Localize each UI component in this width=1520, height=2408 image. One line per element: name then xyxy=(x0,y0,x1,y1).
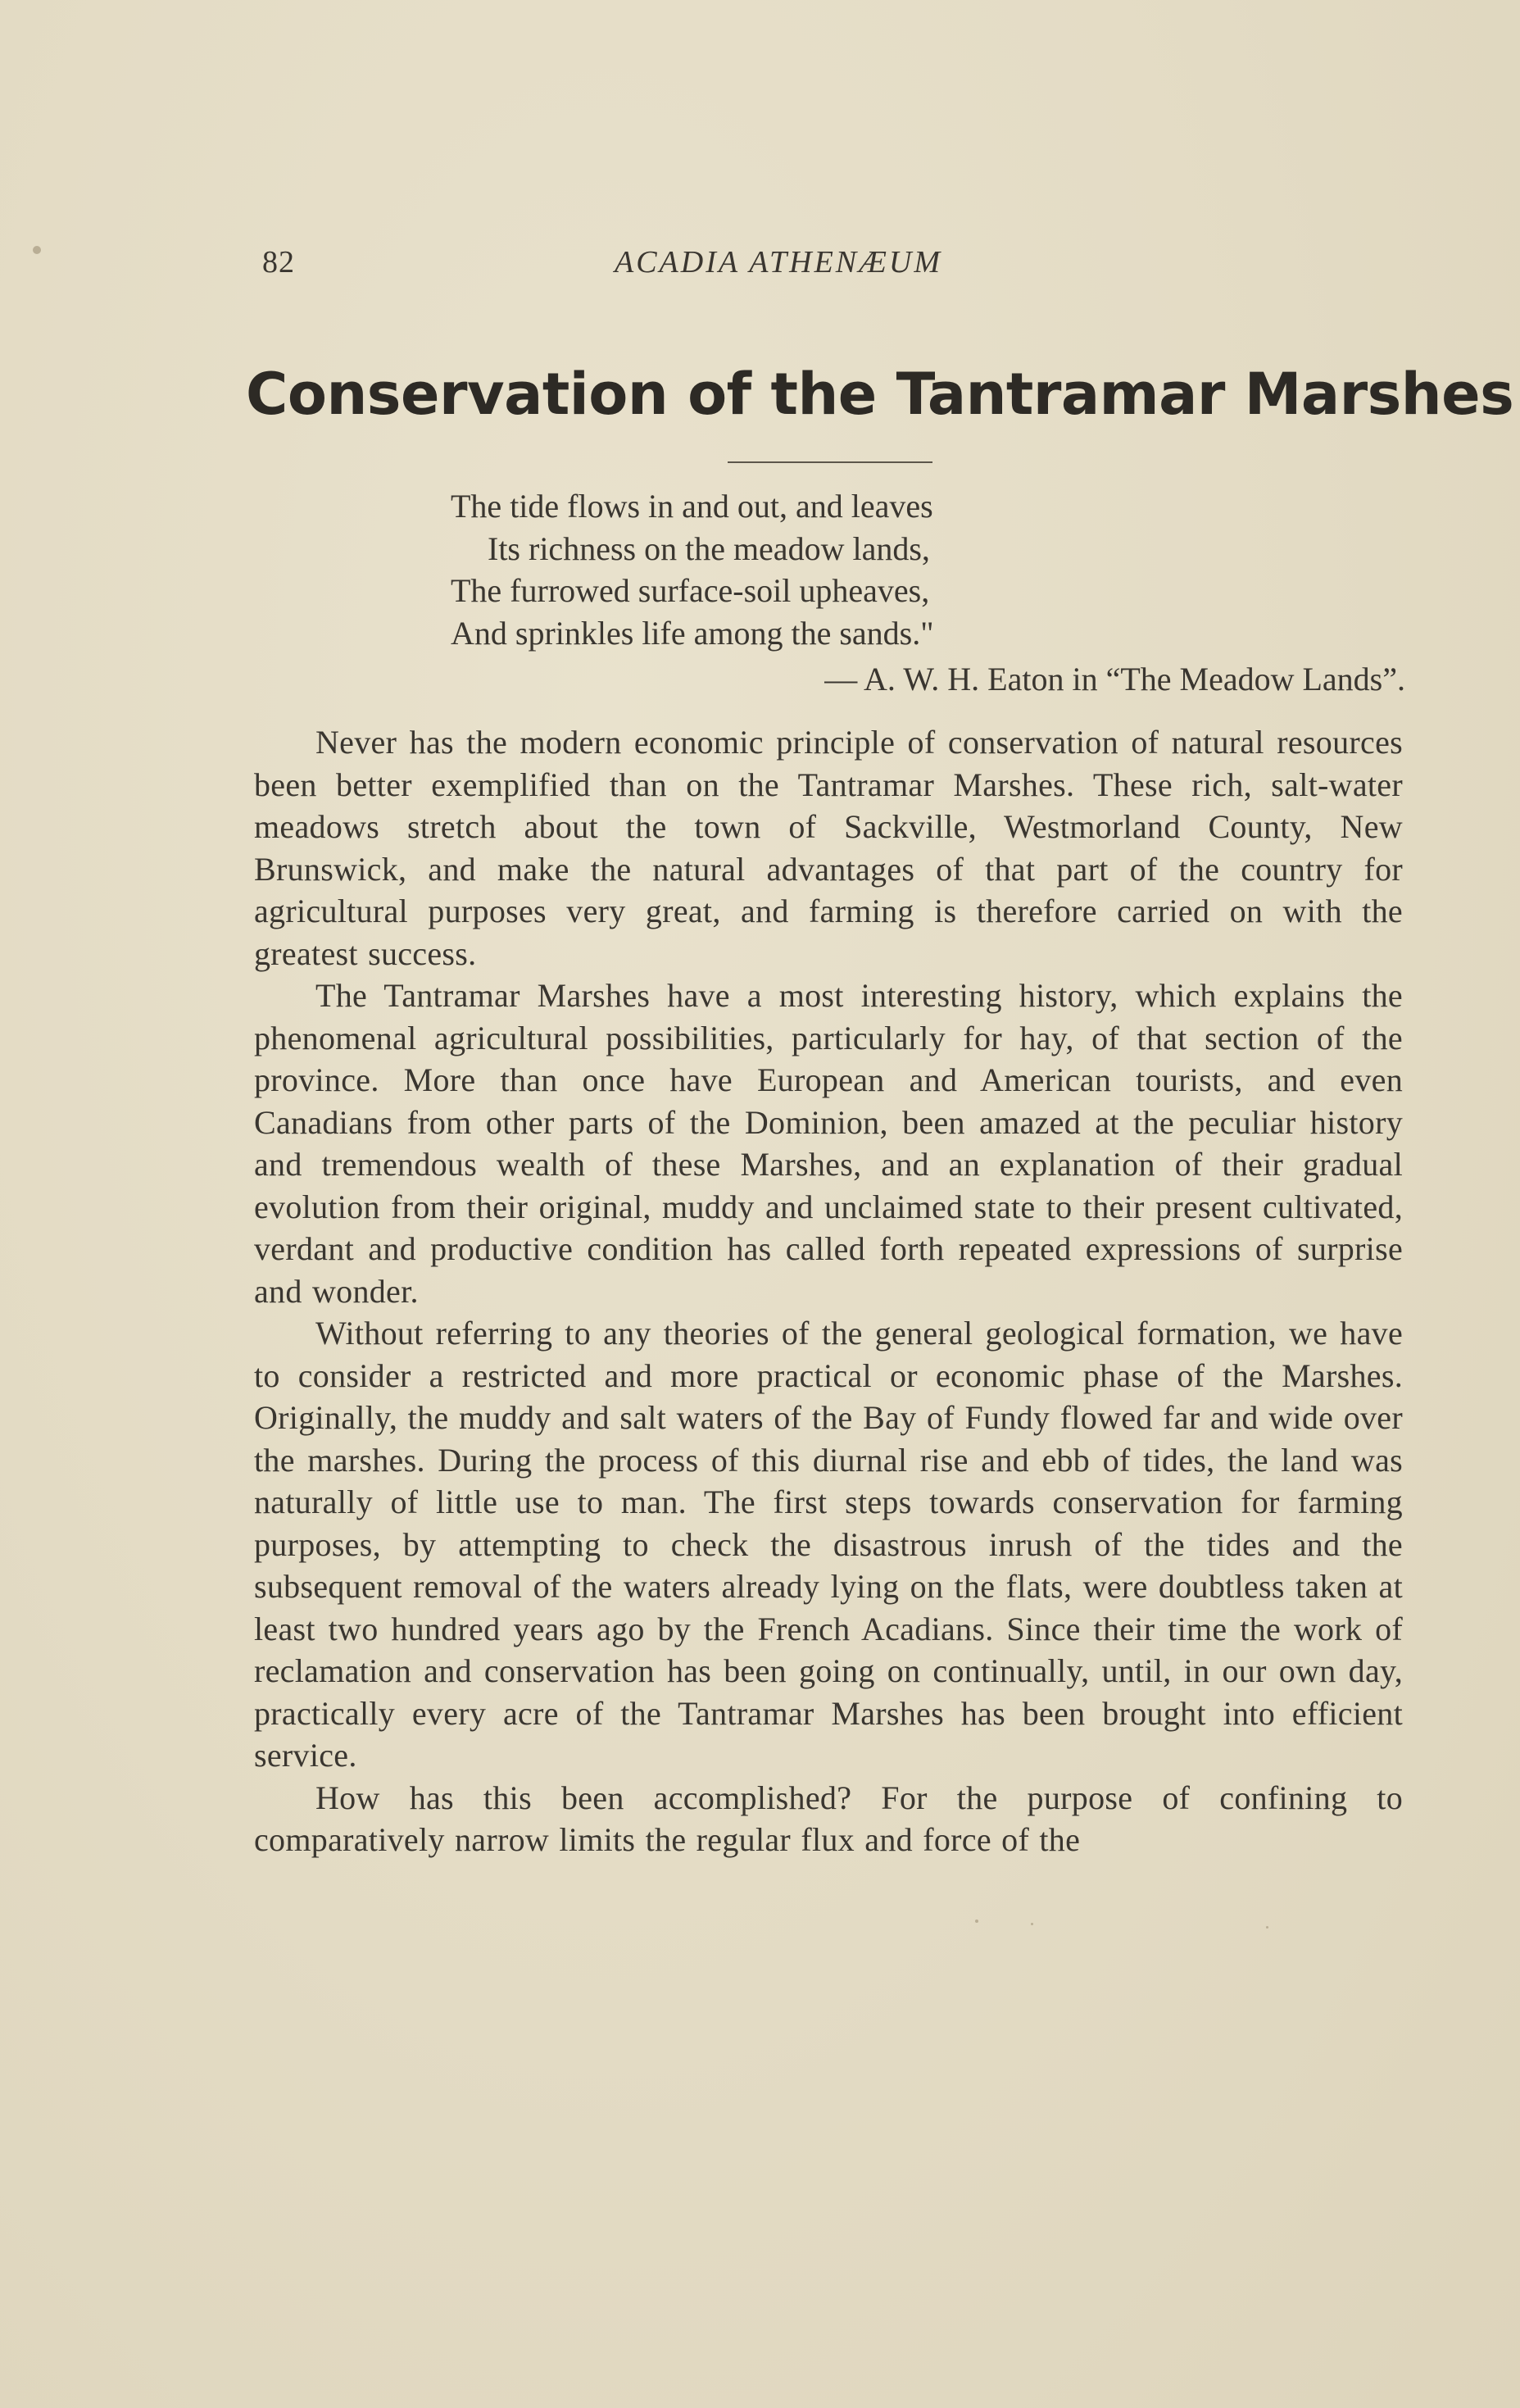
paper-speck xyxy=(1266,1926,1268,1929)
epigraph-line: Its richness on the meadow lands, xyxy=(488,529,930,567)
page-number: 82 xyxy=(262,245,295,279)
article-body xyxy=(254,721,1403,1861)
body-paragraph: How has this been accomplished? For the purpose of confining to comparatively narrow limits the regular flux and force of the xyxy=(254,1779,1403,1858)
paper-speck xyxy=(1031,1923,1033,1925)
journal-name: ACADIA ATHENÆUM xyxy=(615,245,943,279)
article-title: Conservation of the Tantramar Marshes xyxy=(246,361,1514,428)
epigraph-line: The furrowed surface-soil upheaves, xyxy=(451,572,930,609)
epigraph xyxy=(451,485,1426,654)
body-paragraph: Without referring to any theories of the general geological formation, we have to consider a restricted and more practical or economic phase of the Marshes. Originally, the muddy and salt waters of the Bay of Fundy flowed far and wide over the marshes. During the process of this diurnal rise and ebb of tides, the land was naturally of little use to man. The first steps towards conservation for farming purposes, by attempting to check the disastrous inrush of the tides and the subsequent removal of the waters already lying on the flats, were doubtless taken at least two hundred years ago by the French Acadians. Since their time the work of reclamation and conservation has been going on continually, until, in our own day, practically every acre of the Tantramar Marshes has been brought into efficient service. xyxy=(254,1315,1403,1774)
body-paragraph: Never has the modern economic principle of conservation of natural resources been better exemplified than on the Tantramar Marshes. These rich, salt-water meadows stretch about the town of Sackville, Westmorland County, New Brunswick, and make the natural advantages of that part of the country for agricultural purposes very great, and farming is therefore carried on with the greatest success. xyxy=(254,724,1403,972)
title-divider xyxy=(728,461,932,463)
running-head xyxy=(262,244,1041,285)
epigraph-line: And sprinkles life among the sands." xyxy=(451,614,934,652)
paper-speck xyxy=(33,246,41,254)
paper-speck xyxy=(975,1920,978,1923)
epigraph-attribution: — A. W. H. Eaton in “The Meadow Lands”. xyxy=(824,661,1405,697)
epigraph-line: The tide flows in and out, and leaves xyxy=(451,488,933,525)
body-paragraph: The Tantramar Marshes have a most interesting history, which explains the phenomenal agricultural possibilities, particularly for hay, of that section of the province. More than once have European and American tourists, and even Canadians from other parts of the Dominion, been amazed at the peculiar history and tremendous wealth of these Marshes, and an explanation of their gradual evolution from their original, muddy and unclaimed state to their present cultivated, verdant and productive condition has called forth repeated expressions of surprise and wonder. xyxy=(254,977,1403,1310)
